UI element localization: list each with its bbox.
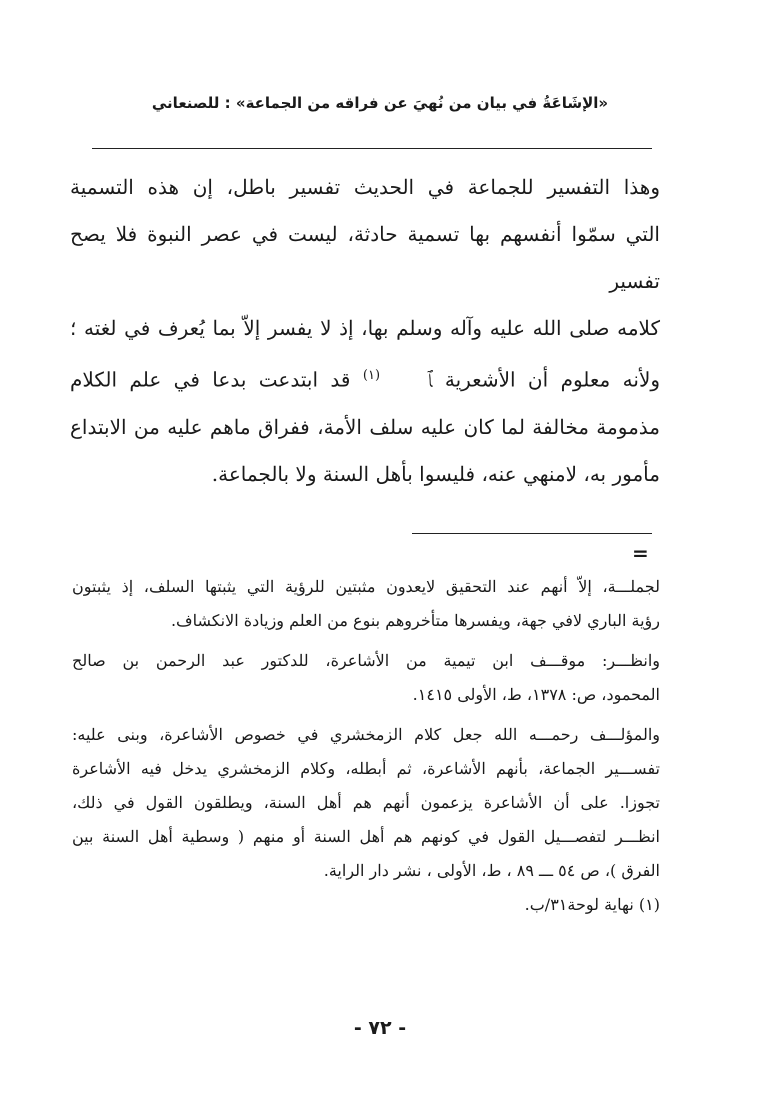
running-header: «الإشَاعَةُ في بيان من نُهيَ عن فراقه من الجماعة» : للصنعاني: [151, 94, 609, 112]
page-number: - ٧٢ -: [353, 1017, 407, 1039]
header-rule: [92, 148, 652, 149]
manuscript-symbol-icon: ﭑ: [427, 367, 433, 392]
footnote-line: الفرق )، ص ٥٤ ـــ ٨٩ ، ط، الأولى ، نشر دار الراية.: [323, 861, 660, 880]
body-line: مأمور به، لامنهي عنه، فليسوا بأهل السنة ولا بالجماعة.: [211, 461, 660, 486]
continuation-mark: =: [632, 541, 649, 565]
body-line-part: قد ابتدعت بدعا في علم الكلام: [70, 367, 351, 392]
footnote-line: وانظـــر: موقـــف ابن تيمية من الأشاعرة، للدكتور عبد الرحمن بن صالح: [72, 651, 660, 670]
footnote-marker: (١): [362, 368, 381, 383]
footnote-line: تجوزا. على أن الأشاعرة يزعمون أنهم هم أهل السنة، ويطلقون القول في ذلك،: [72, 793, 660, 812]
footnote-line: والمؤلـــف رحمـــه الله جعل كلام الزمخشري في خصوص الأشاعرة، وبنى عليه:: [72, 725, 660, 744]
body-line-part: ولأنه معلوم أن الأشعرية: [444, 367, 661, 392]
footnotes: [72, 570, 660, 922]
body-line: التي سمّوا أنفسهم بها تسمية حادثة، ليست في عصر النبوة فلا يصح تفسير: [70, 222, 660, 293]
footnote-rule: [412, 533, 652, 534]
footnote-line: رؤية الباري لافي جهة، ويفسرها متأخروهم بنوع من العلم وزيادة الانكشاف.: [170, 611, 660, 630]
footnote-line: المحمود، ص: ١٣٧٨، ط، الأولى ١٤١٥.: [412, 685, 660, 704]
footnote-line: (١) نهاية لوحة٣١/ب.: [524, 895, 660, 914]
footnote-line: انظـــر لتفصـــيل القول في كونهم هم أهل السنة أو منهم ( وسطية أهل السنة بين: [72, 827, 660, 846]
body-line: مذمومة مخالفة لما كان عليه سلف الأمة، ففراق ماهم عليه من الابتداع: [70, 414, 660, 439]
footnote-line: لجملـــة، إلاّ أنهم عند التحقيق لايعدون مثبتين للرؤية التي يثبتها السلف، إذ يثبتون: [72, 577, 660, 596]
body-line-with-marker: [70, 352, 660, 404]
footnote-line: تفســـير الجماعة، بأنهم الأشاعرة، ثم أبطله، وكلام الزمخشري يدخل فيه الأشاعرة: [72, 759, 660, 778]
body-line: كلامه صلى الله عليه وآله وسلم بها، إذ لا يفسر إلاّ بما يُعرف في لغته ؛: [70, 316, 660, 340]
main-text: [70, 164, 660, 498]
body-line: وهذا التفسير للجماعة في الحديث تفسير باطل، إن هذه التسمية: [70, 175, 660, 199]
